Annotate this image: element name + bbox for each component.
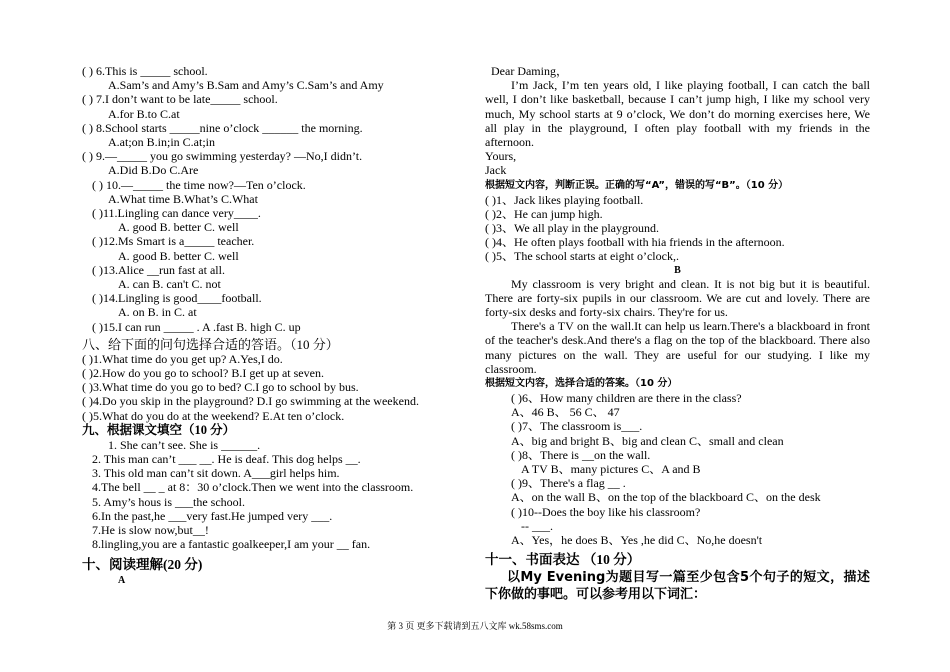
left-line: ( )13.Alice __run fast at all. bbox=[92, 262, 225, 277]
left-line: A.for B.to C.at bbox=[108, 106, 180, 121]
right-line: My classroom is very bright and clean. It is not big but it is beautiful. There are forty-six pupils in our classroom. We are cut and lovely. There are forty-six desks and forty-six chairs. They're for us. bbox=[485, 276, 870, 320]
left-line: A.Sam’s and Amy’s B.Sam and Amy’s C.Sam’s and Amy bbox=[108, 78, 384, 93]
right-line: ( )8、There is __on the wall. bbox=[511, 447, 651, 462]
left-line: ( ) 6.This is _____ school. bbox=[82, 64, 208, 78]
left-column bbox=[82, 64, 462, 587]
right-line: A、46 B、 56 C、 47 bbox=[511, 405, 620, 420]
left-line: A.at;on B.in;in C.at;in bbox=[108, 135, 215, 150]
right-line: Jack bbox=[485, 163, 507, 178]
left-line: 5. Amy’s hous is ___the school. bbox=[92, 494, 246, 509]
left-line: A bbox=[118, 574, 126, 586]
left-line: ( )4.Do you skip in the playground? D.I go swimming at the weekend. bbox=[82, 394, 419, 409]
left-line: 八、给下面的问句选择合适的答语。（10 分） bbox=[82, 336, 339, 352]
right-line: ( )9、There's a flag __ . bbox=[511, 476, 626, 491]
left-line: A. on B. in C. at bbox=[118, 305, 197, 320]
right-line: ( )5、The school starts at eight o’clock,. bbox=[485, 249, 679, 264]
right-line: A、on the wall B、on the top of the blackboard C、on the desk bbox=[511, 490, 821, 505]
left-line: ( ) 10.—_____ the time now?—Ten o’clock. bbox=[92, 177, 306, 192]
left-line: A. can B. can't C. not bbox=[118, 277, 221, 292]
right-line: B bbox=[674, 264, 681, 276]
left-line: 4.The bell __ _ at 8：30 o’clock.Then we went into the classroom. bbox=[92, 480, 414, 495]
left-line: ( )12.Ms Smart is a_____ teacher. bbox=[92, 234, 255, 249]
left-line: 1. She can’t see. She is ______. bbox=[108, 437, 261, 452]
left-line: ( )15.I can run _____ . A .fast B. high C. up bbox=[92, 319, 301, 334]
left-line: ( ) 8.School starts _____nine o’clock ______ the morning. bbox=[82, 120, 363, 135]
left-line: ( )11.Lingling can dance very____. bbox=[92, 206, 261, 221]
right-line: ( )3、We all play in the playground. bbox=[485, 221, 659, 236]
left-line: A. good B. better C. well bbox=[118, 220, 239, 235]
right-line: -- ___. bbox=[521, 518, 553, 533]
left-line: 九、根据课文填空（10 分） bbox=[82, 422, 236, 437]
left-line: ( )3.What time do you go to bed? C.I go to school by bus. bbox=[82, 380, 359, 395]
right-line: Dear Daming， bbox=[491, 64, 568, 78]
left-line: 8.lingling,you are a fantastic goalkeeper,I am your __ fan. bbox=[92, 537, 371, 552]
left-line: 2. This man can’t ___ __. He is deaf. This dog helps __. bbox=[92, 452, 361, 467]
page-footer: 第 3 页 更多下载请到五八文库 wk.58sms.com bbox=[387, 621, 563, 631]
right-line: ( )4、He often plays football with hia friends in the afternoon. bbox=[485, 235, 785, 250]
right-line: I’m Jack, I’m ten years old, I like playing football, I can catch the ball well, I don’t like basketball, because I can’t jump high, I like my school very much, My school starts at 9 o’clock, We don’t do morning exercises here, We all play in the playground, I often play football with my friends in the afternoon. bbox=[485, 78, 870, 150]
right-line: 十一、书面表达 （10 分） bbox=[485, 552, 641, 568]
right-line: ( )2、He can jump high. bbox=[485, 206, 603, 221]
right-line: 根据短文内容，判断正误。正确的写“A”，错误的写“B”。（10 分） bbox=[485, 179, 789, 191]
left-line: 7.He is slow now,but__! bbox=[92, 523, 209, 538]
right-line: A TV B、many pictures C、A and B bbox=[521, 462, 701, 477]
left-line: ( )5.What do you do at the weekend? E.At ten o’clock. bbox=[82, 408, 345, 423]
left-line: ( )1.What time do you get up? A.Yes,I do. bbox=[82, 351, 283, 366]
right-line: A、big and bright B、big and clean C、small and clean bbox=[511, 433, 784, 448]
left-line: 6.In the past,he ___very fast.He jumped very ___. bbox=[92, 508, 333, 523]
right-line: 根据短文内容，选择合适的答案。（10 分） bbox=[485, 378, 678, 390]
right-line: A、Yes，he does B、Yes ,he did C、No,he doesn't bbox=[511, 533, 763, 548]
left-line: 十、阅读理解(20 分) bbox=[82, 556, 203, 572]
right-line: ( )1、Jack likes playing football. bbox=[485, 192, 644, 207]
right-line: Yours, bbox=[485, 149, 517, 164]
right-line: There's a TV on the wall.It can help us learn.There's a blackboard in front of the teacher's desk.And there's a flag on the top of the blackboard. There also many pictures on the wall. They are useful for our studying. I like my classroom. bbox=[485, 319, 870, 376]
left-line: ( )14.Lingling is good____football. bbox=[92, 291, 262, 306]
left-line: ( )2.How do you go to school? B.I get up at seven. bbox=[82, 366, 324, 381]
left-line: A.What time B.What’s C.What bbox=[108, 191, 258, 206]
right-line: ( )7、The classroom is___. bbox=[511, 419, 643, 434]
right-line: ( )6、How many children are there in the class? bbox=[511, 391, 742, 406]
right-line: 以My Evening为题目写一篇至少包含5个句子的短文，描述下你做的事吧。可以参考用以下词汇： bbox=[485, 570, 870, 603]
left-line: 3. This old man can’t sit down. A___girl helps him. bbox=[92, 466, 340, 481]
left-line: A.Did B.Do C.Are bbox=[108, 163, 199, 178]
left-line: ( ) 7.I don’t want to be late_____ school. bbox=[82, 92, 278, 107]
right-column bbox=[485, 64, 870, 603]
right-line: ( )10--Does the boy like his classroom? bbox=[511, 504, 701, 519]
left-line: ( ) 9.—_____ you go swimming yesterday? —No,I didn’t. bbox=[82, 149, 363, 164]
left-line: A. good B. better C. well bbox=[118, 248, 239, 263]
